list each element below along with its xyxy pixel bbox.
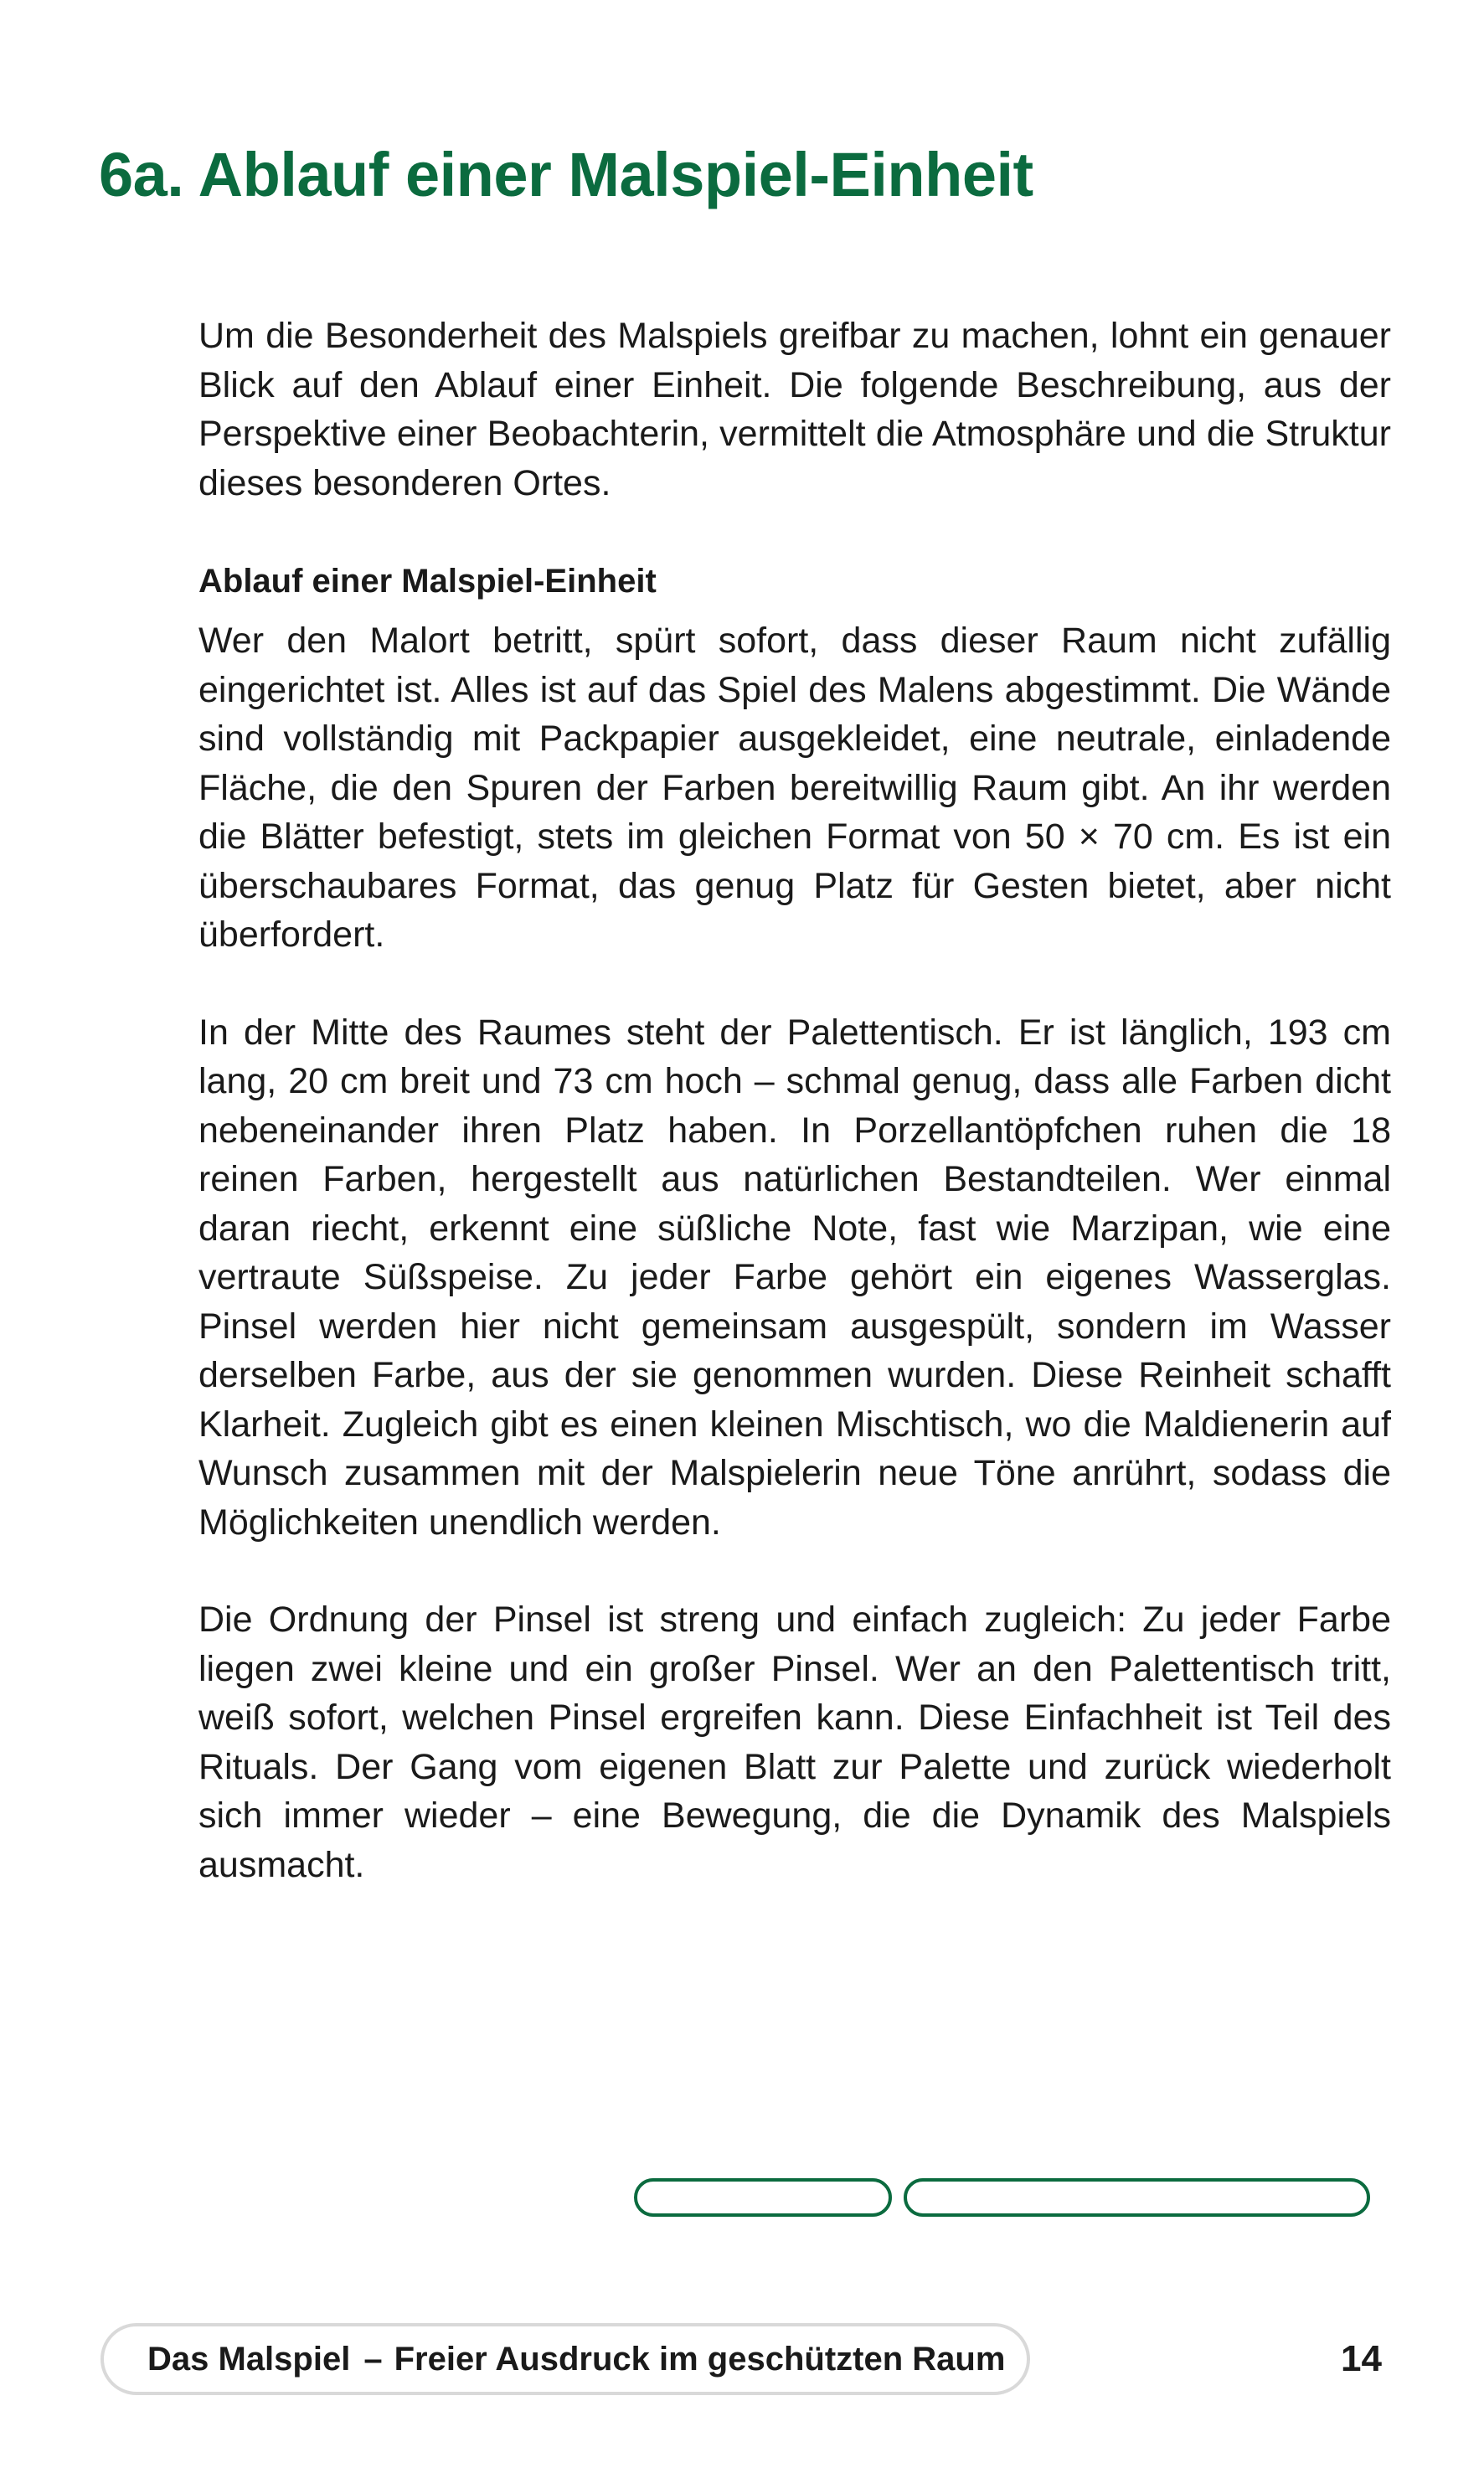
footer-subtitle: Freier Ausdruck im geschützten Raum <box>394 2340 1006 2378</box>
body-paragraph-2: In der Mitte des Raumes steht der Palettentisch. Er ist länglich, 193 cm lang, 20 cm breit und 73 cm hoch – schmal genug, dass alle Farben dicht nebeneinander ihren Platz haben. In Porzellantöpfchen ruhen die 18 reinen Farben, hergestellt aus natürlichen Bestandteilen. Wer einmal daran riecht, erkennt eine süßliche Note, fast wie Marzipan, wie eine vertraute Süßspeise. Zu jeder Farbe gehört ein eigenes Wasserglas. Pinsel werden hier nicht gemeinsam ausgespült, sondern im Wasser derselben Farbe, aus der sie genommen wurden. Diese Reinheit schafft Klarheit. Zugleich gibt es einen kleinen Mischtisch, wo die Maldienerin auf Wunsch zusammen mit der Malspielerin neue Töne anrührt, sodass die Möglichkeiten unendlich werden. <box>198 1012 1391 1543</box>
main-content <box>198 312 1391 1889</box>
footer-running-title <box>100 2323 1030 2395</box>
decorative-pill-left <box>634 2178 892 2217</box>
intro-paragraph: Um die Besonderheit des Malspiels greifbar zu machen, lohnt ein genauer Blick auf den Ablauf einer Einheit. Die folgende Beschreibung, aus der Perspektive einer Beobachterin, vermittelt die Atmosphäre und die Struktur dieses besonderen Ortes. <box>198 316 1391 503</box>
page-title: 6a. Ablauf einer Malspiel-Einheit <box>99 140 1033 209</box>
decorative-pill-right <box>904 2178 1370 2217</box>
footer-book-title: Das Malspiel <box>147 2340 351 2378</box>
body-paragraph-1: Wer den Malort betritt, spürt sofort, dass dieser Raum nicht zufällig eingerichtet ist. Alles ist auf das Spiel des Malens abgestimmt. Die Wände sind vollständig mit Packpapier ausgekleidet, eine neutrale, einladende Fläche, die den Spuren der Farben bereitwillig Raum gibt. An ihr werden die Blätter befestigt, stets im gleichen Format von 50 × 70 cm. Es ist ein überschaubares Format, das genug Platz für Gesten bietet, aber nicht überfordert. <box>198 621 1391 955</box>
footer-separator: – <box>363 2340 383 2378</box>
body-paragraph-3: Die Ordnung der Pinsel ist streng und einfach zugleich: Zu jeder Farbe liegen zwei kleine und ein großer Pinsel. Wer an den Palettentisch tritt, weiß sofort, welchen Pinsel ergreifen kann. Diese Einfachheit ist Teil des Rituals. Der Gang vom eigenen Blatt zur Palette und zurück wiederholt sich immer wieder – eine Bewegung, die die Dynamik des Malspiels ausmacht. <box>198 1600 1391 1885</box>
section-subheading: Ablauf einer Malspiel-Einheit <box>198 563 657 600</box>
page-number: 14 <box>1341 2338 1382 2379</box>
